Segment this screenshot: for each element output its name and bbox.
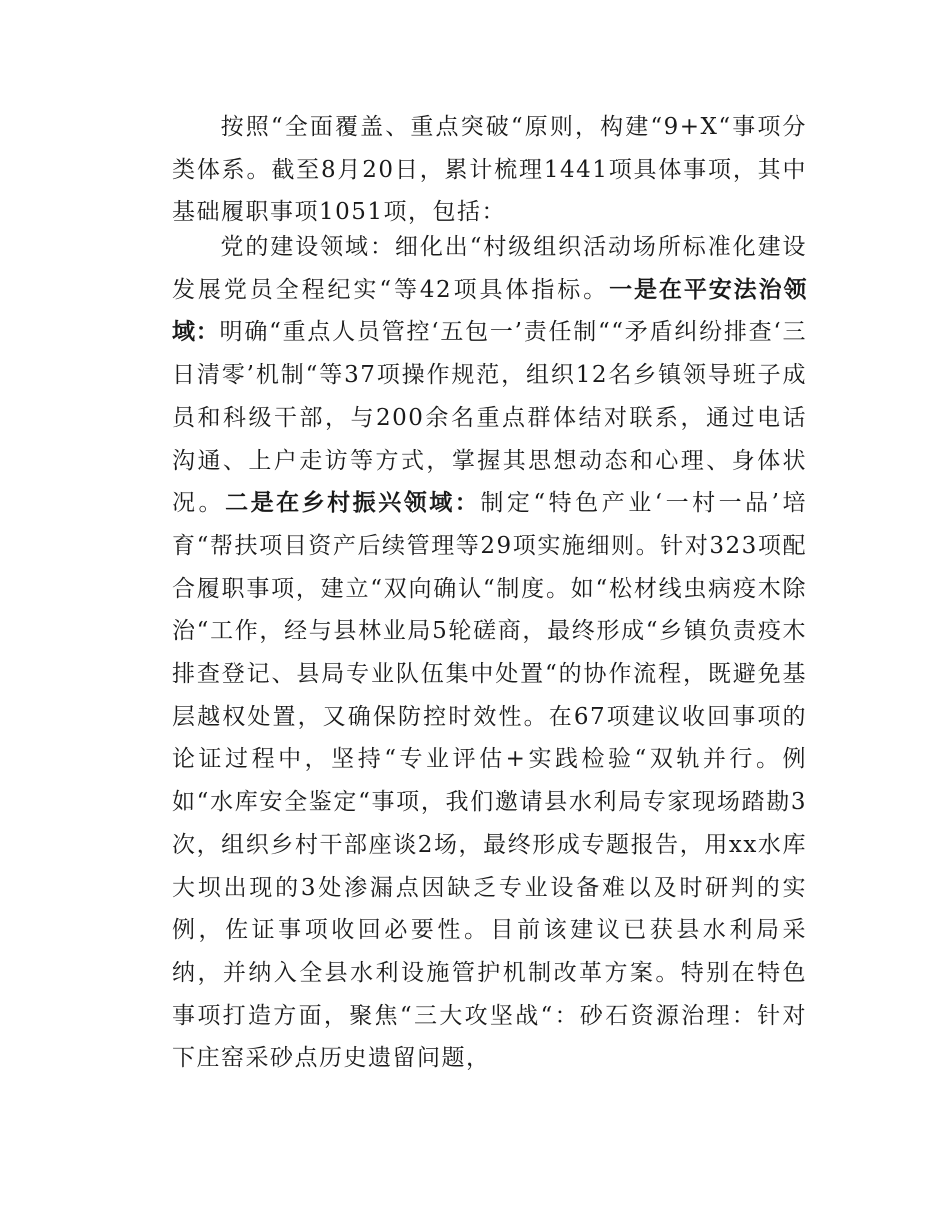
paragraph-1-text: 按照“全面覆盖、重点突破“原则，构建“9+X“事项分类体系。截至8月20日，累计梳理1441项具体事项，其中基础履职事项1051项，包括：	[172, 114, 807, 226]
paragraph-2	[172, 226, 807, 1080]
paragraph-2-rural-text: 制定“特色产业‘一村一品’培育“帮扶项目资产后续管理等29项实施细则。针对323项配合履职事项，建立“双向确认“制度。如“松材线虫病疫木除治“工作，经与县林业局5轮磋商，最终形成“乡镇负责疫木排查登记、县局专业队伍集中处置“的协作流程，既避免基层越权处置，又确保防控时效性。在67项建议收回事项的论证过程中，坚持“专业评估+实践检验“双轨并行。例如“水库安全鉴定“事项，我们邀请县水利局专家现场踏勘3次，组织乡村干部座谈2场，最终形成专题报告，用xx水库大坝出现的3处渗漏点因缺乏专业设备难以及时研判的实例，佐证事项收回必要性。目前该建议已获县水利局采纳，并纳入全县水利设施管护机制改革方案。特别在特色事项打造方面，聚焦“三大攻坚战“：砂石资源治理：针对下庄窑采砂点历史遗留问题，	[172, 490, 808, 1072]
paragraph-2-safety-text: 明确“重点人员管控‘五包一’责任制““矛盾纠纷排查‘三日清零’机制“等37项操作规范，组织12名乡镇领导班子成员和科级干部，与200余名重点群体结对联系，通过电话沟通、上户走访等方式，掌握其思想动态和心理、身体状况。	[172, 319, 807, 517]
heading-public-safety: 一是在平安法治领域：	[172, 276, 808, 346]
paragraph-1	[172, 106, 807, 234]
paragraph-2-intro: 党的建设领域：细化出“村级组织活动场所标准化建设发展党员全程纪实“等42项具体指标。	[172, 234, 807, 303]
heading-rural-revitalization: 二是在乡村振兴领域：	[225, 490, 481, 517]
